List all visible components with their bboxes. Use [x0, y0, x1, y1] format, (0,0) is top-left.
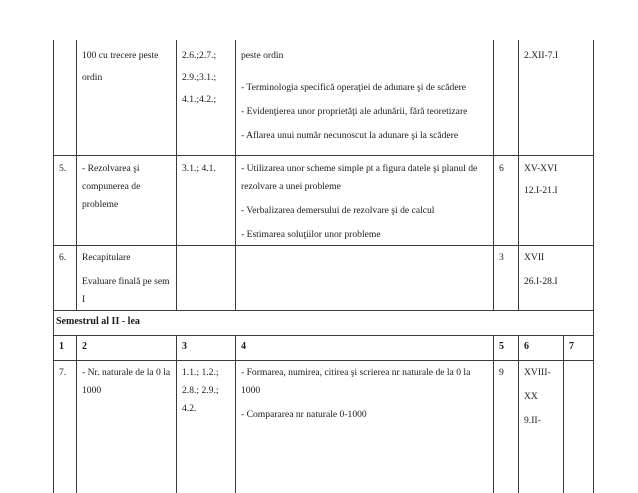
cell-text: 12.I-21.I	[524, 185, 558, 196]
cell-text: probleme	[82, 199, 119, 210]
table-border	[518, 40, 519, 310]
cell-text: - Aflarea unui număr necunoscut la adunare şi la scădere	[241, 130, 459, 141]
cell-text: - Verbalizarea demersului de rezolvare şi de calcul	[241, 205, 435, 216]
cell-text: 26.I-28.I	[524, 276, 558, 287]
semester-heading: Semestrul al II - lea	[56, 316, 140, 327]
table-border	[493, 335, 494, 493]
table-border	[235, 40, 236, 310]
column-header: 1	[59, 341, 64, 352]
cell-text: - Nr. naturale de la 0 la	[82, 367, 171, 378]
cell-text: 4.1.;4.2.;	[182, 94, 217, 105]
table-border	[53, 245, 594, 246]
cell-text: 2.XII-7.I	[524, 50, 559, 61]
table-border	[493, 40, 494, 310]
table-border	[593, 40, 594, 493]
cell-text: - Rezolvarea şi	[82, 163, 140, 174]
cell-text: 3	[499, 252, 504, 263]
cell-text: rezolvare a unei probleme	[241, 181, 341, 192]
cell-text: compunerea de	[82, 181, 141, 192]
cell-text: - Compararea nr naturale 0-1000	[241, 409, 367, 420]
cell-text: 2.6.;2.7.;	[182, 50, 217, 61]
table-border	[53, 155, 594, 156]
cell-text: 4.2.	[182, 403, 197, 414]
row-number: 5.	[59, 163, 67, 174]
cell-text: 1000	[241, 385, 261, 396]
cell-text: XVIII-	[524, 367, 551, 378]
cell-text: Evaluare finală pe sem	[82, 276, 170, 287]
cell-text: 3.1.; 4.1.	[182, 163, 216, 174]
cell-text: 9	[499, 367, 504, 378]
column-header: 5	[499, 341, 504, 352]
cell-text: ordin	[82, 72, 103, 83]
table-border	[76, 335, 77, 493]
cell-text: peste ordin	[241, 50, 284, 61]
table-border	[563, 335, 564, 493]
table-border	[76, 40, 77, 310]
cell-text: 6	[499, 163, 504, 174]
table-border	[176, 335, 177, 493]
column-header: 2	[82, 341, 87, 352]
table-border	[235, 335, 236, 493]
table-border	[53, 40, 54, 493]
cell-text: XX	[524, 391, 538, 402]
column-header: 7	[569, 341, 574, 352]
cell-text: - Formarea, numirea, citirea şi scrierea nr naturale de la 0 la	[241, 367, 471, 378]
cell-text: 2.9.;3.1.;	[182, 72, 217, 83]
cell-text: 9.II-	[524, 415, 541, 426]
column-header: 3	[182, 341, 187, 352]
table-border	[53, 310, 594, 311]
cell-text: - Estimarea soluţiilor unor probleme	[241, 229, 381, 240]
cell-text: Recapitulare	[82, 252, 131, 263]
cell-text: XV-XVI	[524, 163, 558, 174]
cell-text: - Evidenţierea unor proprietăţi ale adunării, fără teoretizare	[241, 106, 468, 117]
column-header: 6	[524, 341, 529, 352]
table-border	[53, 360, 594, 361]
cell-text: XVII	[524, 252, 545, 263]
cell-text: 2.8.; 2.9.;	[182, 385, 219, 396]
row-number: 7.	[59, 367, 67, 378]
cell-text: 1000	[82, 385, 102, 396]
cell-text: - Terminologia specifică operaţiei de adunare şi de scădere	[241, 82, 467, 93]
cell-text: - Utilizarea unor scheme simple pt a figura datele şi planul de	[241, 163, 478, 174]
table-border	[176, 40, 177, 310]
row-number: 6.	[59, 252, 67, 263]
table-border	[518, 335, 519, 493]
cell-text: 100 cu trecere peste	[82, 50, 159, 61]
column-header: 4	[241, 341, 246, 352]
cell-text: I	[82, 294, 86, 305]
cell-text: 1.1.; 1.2.;	[182, 367, 219, 378]
table-border	[53, 335, 594, 336]
